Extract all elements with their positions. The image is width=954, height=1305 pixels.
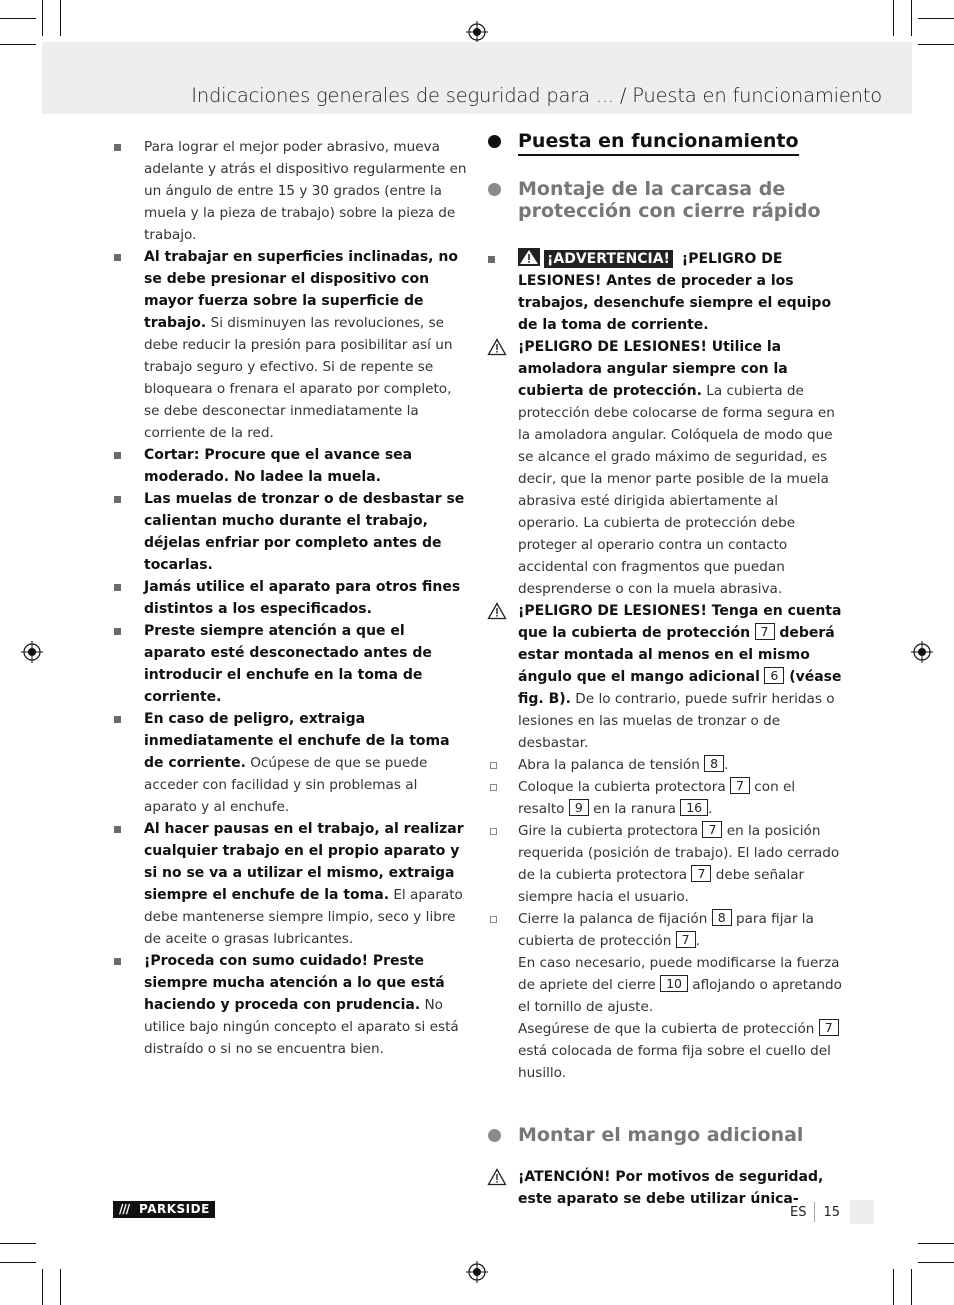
part-reference: 6 <box>764 667 784 684</box>
crop-mark <box>0 44 36 45</box>
warning-item <box>486 600 842 754</box>
square-bullet-icon <box>114 826 121 833</box>
square-bullet-icon <box>114 496 121 503</box>
step-text: Coloque la cubierta protectora <box>518 779 726 795</box>
crop-mark <box>60 1269 61 1305</box>
section-dot-icon <box>488 1129 501 1142</box>
item-text: Ocúpese de que se puede acceder con facilidad y sin problemas al aparato y al enchufe. <box>144 755 428 815</box>
step-text: debe señalar siempre hacia el usuario. <box>518 867 805 905</box>
language-code: ES <box>790 1204 807 1220</box>
crop-mark <box>42 1269 43 1305</box>
warning-bold-text: deberá estar montada al menos en el mismo ángulo que el mango adicional <box>518 625 835 685</box>
warning-icon <box>518 248 540 266</box>
advertencia-text: ¡PELIGRO DE LESIONES! Antes de proceder a los trabajos, desenchufe siempre el equipo de la toma de corriente. <box>518 251 832 333</box>
section-dot-icon <box>488 135 501 148</box>
crop-mark <box>893 1269 894 1305</box>
step-checkbox-icon <box>490 784 497 791</box>
item-text: No utilice bajo ningún concepto el aparato si está distraído o si no se encuentra bien. <box>144 997 459 1057</box>
warning-text: De lo contrario, puede sufrir heridas o lesiones en las muelas de tronzar o de desbastar. <box>518 691 835 751</box>
part-reference: 10 <box>660 975 688 992</box>
crop-mark <box>918 18 954 19</box>
item-bold-text: Las muelas de tronzar o de desbastar se calientan mucho durante el trabajo, déjelas enfriar por completo antes de tocarlas. <box>144 491 465 573</box>
heading-text: Montaje de la carcasa de protección con cierre rápido <box>518 178 821 222</box>
warning-triangle-icon <box>487 602 507 620</box>
step-note <box>518 952 842 1018</box>
footer-tab <box>850 1200 874 1224</box>
list-item <box>112 576 468 620</box>
registration-mark-icon <box>911 641 933 663</box>
part-reference: 7 <box>702 821 722 838</box>
step-text: en la ranura <box>588 801 676 817</box>
step-checkbox-icon <box>490 762 497 769</box>
page-number <box>790 1200 840 1224</box>
square-bullet-icon <box>114 958 121 965</box>
step-note <box>518 1018 842 1084</box>
step-text: . <box>708 801 713 817</box>
list-item <box>112 136 468 246</box>
crop-mark <box>0 18 36 19</box>
warning-text: La cubierta de protección debe colocarse de forma segura en la amoladora angular. Colóquela de modo que se alcance el grado máximo de seguridad, es decir, que la menor parte posible de la muela abrasiva esté dirigida abiertamente al operario. La cubierta de protección debe proteger al operario contra un contacto accidental con fragmentos que puedan desprenderse o con la muela abrasiva. <box>518 383 835 597</box>
step-text: En caso necesario, puede modificarse la fuerza de apriete del cierre <box>518 955 840 993</box>
square-bullet-icon <box>114 716 121 723</box>
item-bold-text: Preste siempre atención a que el aparato esté desconectado antes de introducir el enchufe en la toma de corriente. <box>144 623 432 705</box>
list-item <box>112 708 468 818</box>
step-item <box>486 820 842 908</box>
square-bullet-icon <box>114 144 121 151</box>
part-reference: 9 <box>569 799 589 816</box>
step-text: aflojando o apretando el tornillo de ajuste. <box>518 977 842 1015</box>
warning-bold-text: (véase fig. B). <box>518 669 842 707</box>
item-text: Para lograr el mejor poder abrasivo, mueva adelante y atrás el dispositivo regularmente en un ángulo de entre 15 y 30 grados (entre la muela y la pieza de trabajo) sobre la pieza de trabajo. <box>144 139 467 243</box>
part-reference: 16 <box>680 799 708 816</box>
section-heading-puesta <box>486 130 842 156</box>
warning-item <box>486 248 842 336</box>
part-reference: 7 <box>819 1019 839 1036</box>
part-reference: 7 <box>730 777 750 794</box>
registration-mark-icon <box>21 641 43 663</box>
right-column <box>486 130 842 1210</box>
step-checkbox-icon <box>490 916 497 923</box>
item-text: El aparato debe mantenerse siempre limpio, seco y libre de aceite o grasas lubricantes. <box>144 887 463 947</box>
crop-mark <box>0 1243 36 1244</box>
square-bullet-icon <box>114 628 121 635</box>
divider <box>814 1202 815 1222</box>
part-reference: 7 <box>691 865 711 882</box>
list-item <box>112 246 468 444</box>
step-text: . <box>695 933 700 949</box>
warning-item <box>486 336 842 600</box>
item-bold-text: Al hacer pausas en el trabajo, al realizar cualquier trabajo en el propio aparato y si no se va a utilizar el mismo, extraiga siempre el enchufe de la toma. <box>144 821 464 903</box>
list-item <box>112 488 468 576</box>
warning-triangle-icon <box>487 1168 507 1186</box>
item-bold-text: Cortar: Procure que el avance sea moderado. No ladee la muela. <box>144 447 413 485</box>
warning-triangle-icon <box>487 338 507 356</box>
section-heading-montaje <box>486 178 842 222</box>
page-number-text: 15 <box>823 1204 841 1220</box>
step-item <box>486 908 842 1084</box>
warning-bold-text: ¡ATENCIÓN! Por motivos de seguridad, este aparato se debe utilizar única- <box>518 1169 824 1207</box>
registration-mark-icon <box>466 1261 488 1283</box>
step-text: Gire la cubierta protectora <box>518 823 699 839</box>
part-reference: 7 <box>755 623 775 640</box>
part-reference: 8 <box>704 755 724 772</box>
step-text: para fijar la cubierta de protección <box>518 911 814 949</box>
part-reference: 7 <box>676 931 696 948</box>
crop-mark <box>42 0 43 36</box>
step-text: . <box>724 757 729 773</box>
step-text: Asegúrese de que la cubierta de protección <box>518 1021 815 1037</box>
step-item <box>486 776 842 820</box>
item-bold-text: ¡Proceda con sumo cuidado! Preste siempre mucha atención a lo que está haciendo y proceda con prudencia. <box>144 953 445 1013</box>
parkside-logo <box>113 1201 215 1218</box>
step-text: Abra la palanca de tensión <box>518 757 700 773</box>
list-item <box>112 444 468 488</box>
section-dot-icon <box>488 183 501 196</box>
square-bullet-icon <box>488 256 495 263</box>
item-bold-text: Jamás utilice el aparato para otros fines distintos a los especificados. <box>144 579 461 617</box>
square-bullet-icon <box>114 254 121 261</box>
registration-mark-icon <box>466 21 488 43</box>
square-bullet-icon <box>114 584 121 591</box>
step-text: en la posición requerida (posición de trabajo). El lado cerrado de la cubierta protectora <box>518 823 840 883</box>
list-item <box>112 950 468 1060</box>
page-title: Indicaciones generales de seguridad para ... / Puesta en funcionamiento <box>191 84 882 107</box>
heading-text: Puesta en funcionamiento <box>518 130 799 156</box>
left-column <box>112 136 468 1060</box>
item-bold-text: En caso de peligro, extraiga inmediatamente el enchufe de la toma de corriente. <box>144 711 450 771</box>
logo-mark: /// <box>119 1202 130 1216</box>
step-text: Cierre la palanca de fijación <box>518 911 708 927</box>
crop-mark <box>0 1262 36 1263</box>
square-bullet-icon <box>114 452 121 459</box>
crop-mark <box>911 0 912 36</box>
list-item <box>112 620 468 708</box>
list-item <box>112 818 468 950</box>
crop-mark <box>918 1243 954 1244</box>
heading-text: Montar el mango adicional <box>518 1124 804 1146</box>
step-text: está colocada de forma fija sobre el cuello del husillo. <box>518 1043 831 1081</box>
crop-mark <box>60 0 61 36</box>
item-text: Si disminuyen las revoluciones, se debe reducir la presión para posibilitar así un trabajo seguro y efectivo. Si de repente se bloqueara o frenara el aparato por completo, se debe desconectar inmediatamente la corriente de la red. <box>144 315 453 441</box>
step-item <box>486 754 842 776</box>
crop-mark <box>918 44 954 45</box>
warning-item <box>486 1166 842 1210</box>
item-bold-text: Al trabajar en superficies inclinadas, no se debe presionar el dispositivo con mayor fuerza sobre la superficie de trabajo. <box>144 249 458 331</box>
warning-bold-text: ¡PELIGRO DE LESIONES! Tenga en cuenta que la cubierta de protección <box>518 603 842 641</box>
section-heading-mango <box>486 1124 842 1146</box>
crop-mark <box>911 1269 912 1305</box>
crop-mark <box>918 1262 954 1263</box>
logo-text: PARKSIDE <box>139 1202 210 1216</box>
step-text: con el resalto <box>518 779 796 817</box>
step-checkbox-icon <box>490 828 497 835</box>
crop-mark <box>893 0 894 36</box>
part-reference: 8 <box>712 909 732 926</box>
advertencia-label: ¡ADVERTENCIA! <box>544 250 673 268</box>
warning-bold-text: ¡PELIGRO DE LESIONES! Utilice la amoladora angular siempre con la cubierta de protección. <box>518 339 788 399</box>
